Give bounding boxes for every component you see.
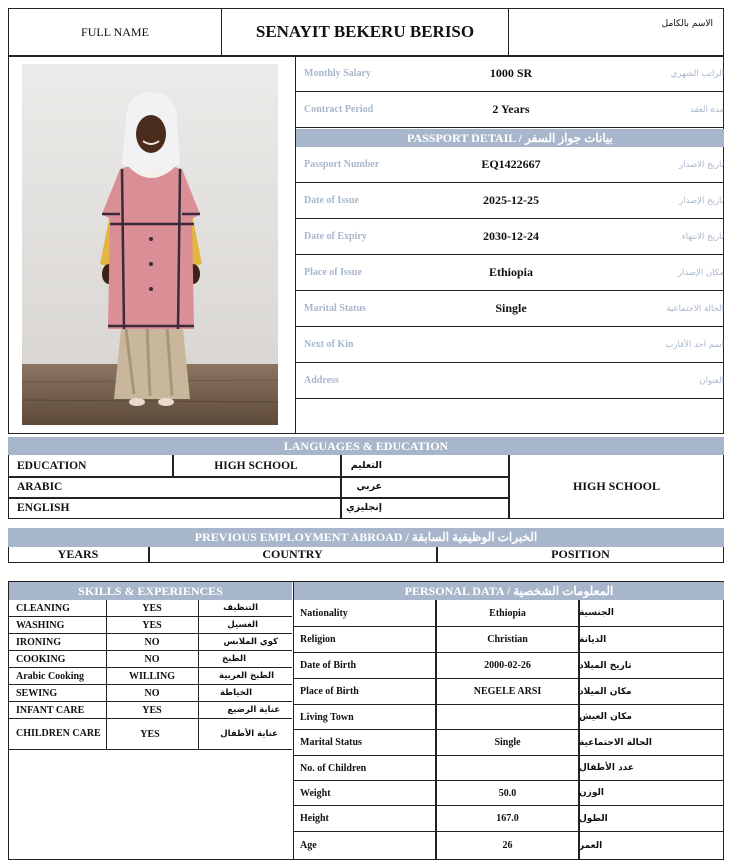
personal-ar: الديانة — [579, 634, 607, 645]
passport-label: Date of Expiry — [304, 231, 367, 242]
contract-row — [296, 56, 724, 92]
skill-row — [9, 651, 292, 668]
employment-col-country: COUNTRY — [262, 547, 323, 561]
passport-value: EQ1422667 — [481, 157, 541, 171]
personal-ar: الحالة الاجتماعية — [579, 737, 652, 748]
personal-row — [294, 627, 724, 653]
skill-label: COOKING — [16, 653, 66, 665]
language-label: ARABIC — [17, 480, 63, 493]
passport-ar: تاريخ الانتهاء — [681, 231, 724, 242]
passport-row — [296, 147, 724, 183]
full-name-value: SENAYIT BEKERU BERISO — [255, 22, 475, 41]
personal-value: Ethiopia — [489, 607, 526, 619]
personal-ar: مكان العيش — [579, 712, 632, 722]
personal-ar: تاريخ الميلاد — [579, 660, 632, 671]
skill-row — [9, 634, 292, 651]
skill-label: CLEANING — [16, 602, 70, 614]
personal-value: 2000-02-26 — [484, 660, 531, 671]
full-name-label-cell — [8, 8, 222, 56]
personal-value: 26 — [502, 840, 513, 851]
personal-label: Place of Birth — [300, 686, 359, 697]
language-value: HIGH SCHOOL — [214, 459, 298, 472]
passport-ar: تاريخ الإصدار — [679, 195, 724, 206]
passport-row — [296, 219, 724, 255]
passport-label: Date of Issue — [304, 195, 359, 206]
employment-col-position: POSITION — [551, 547, 610, 561]
personal-label: Marital Status — [300, 737, 362, 748]
passport-row — [296, 183, 724, 219]
skill-label: Arabic Cooking — [16, 670, 85, 682]
skill-ar: الخياطة — [219, 688, 252, 698]
passport-row — [296, 255, 724, 291]
full-name-ar-cell — [508, 8, 724, 56]
personal-label: Religion — [300, 634, 336, 645]
personal-row — [294, 806, 724, 832]
skill-label: WASHING — [16, 619, 65, 631]
personal-row — [294, 705, 724, 730]
passport-value: 2030-12-24 — [483, 229, 539, 243]
personal-value: 50.0 — [498, 787, 517, 799]
personal-section-header: PERSONAL DATA / المعلومات الشخصية — [294, 582, 724, 600]
skill-ar: كوي الملابس — [223, 637, 278, 647]
skill-ar: الغسيل — [227, 620, 258, 630]
personal-row — [294, 756, 724, 781]
personal-ar: الوزن — [579, 788, 604, 798]
passport-ar: الحالة الاجتماعية — [666, 303, 724, 314]
personal-row — [294, 730, 724, 756]
skill-ar: عناية الرضيع — [227, 705, 280, 715]
employment-col-header — [149, 547, 436, 562]
personal-label: Weight — [300, 787, 331, 799]
personal-row — [294, 653, 724, 679]
personal-ar: الطول — [579, 813, 608, 824]
languages-section-header: LANGUAGES & EDUCATION — [8, 437, 724, 455]
skill-label: INFANT CARE — [16, 704, 85, 716]
skill-row — [9, 617, 292, 634]
skill-row — [9, 702, 292, 719]
language-ar: عربي — [356, 481, 382, 492]
personal-ar: العمر — [579, 840, 603, 851]
personal-value: 167.0 — [496, 813, 519, 824]
passport-ar: مكان الإصدار — [677, 267, 724, 278]
language-row — [8, 497, 508, 518]
full-name-label: FULL NAME — [81, 24, 149, 39]
personal-row — [294, 781, 724, 806]
employment-section-header: PREVIOUS EMPLOYMENT ABROAD / الخبرات الوظيفية السابقة — [8, 528, 724, 547]
passport-label: Passport Number — [304, 159, 380, 170]
contract-label: Monthly Salary — [304, 68, 371, 79]
personal-row — [294, 600, 724, 627]
education-summary-value: HIGH SCHOOL — [572, 479, 661, 493]
personal-row — [294, 832, 724, 859]
skill-row — [9, 719, 292, 750]
language-row — [8, 455, 508, 476]
skill-ar: عناية الأطفال — [220, 729, 278, 739]
skill-ar: الطبخ — [222, 654, 246, 664]
passport-ar: تاريخ الاصدار — [679, 159, 724, 170]
skill-ar: الطبخ العربية — [219, 671, 274, 681]
education-summary — [509, 455, 724, 518]
skill-value: NO — [144, 687, 160, 699]
personal-label: Age — [300, 840, 317, 851]
candidate-photo — [22, 64, 278, 425]
passport-label: Place of Issue — [304, 267, 362, 278]
personal-value: NEGELE ARSI — [473, 686, 542, 697]
passport-row — [296, 363, 724, 399]
skill-row — [9, 685, 292, 702]
skills-section-header: SKILLS & EXPERIENCES — [9, 582, 292, 600]
skill-value: YES — [142, 602, 162, 614]
full-name-cell — [221, 8, 509, 56]
personal-ar: الجنسية — [579, 608, 614, 618]
skill-value: NO — [144, 636, 160, 648]
language-label: EDUCATION — [17, 459, 87, 472]
employment-col-header — [8, 547, 148, 562]
contract-ar: مدة العقد — [690, 104, 724, 115]
personal-label: Date of Birth — [300, 660, 357, 671]
passport-label: Address — [304, 375, 339, 386]
language-label: ENGLISH — [17, 501, 70, 514]
passport-value: Single — [495, 301, 527, 315]
personal-label: No. of Children — [300, 762, 367, 774]
language-ar: إنجليزي — [345, 502, 382, 513]
language-row — [8, 476, 508, 497]
skill-label: IRONING — [16, 636, 62, 648]
passport-label: Next of Kin — [304, 339, 354, 350]
passport-row — [296, 291, 724, 327]
skill-value: YES — [140, 728, 160, 740]
contract-row — [296, 92, 724, 128]
contract-ar: الراتب الشهري — [670, 68, 724, 79]
skill-value: NO — [144, 653, 160, 665]
personal-label: Living Town — [300, 711, 354, 723]
contract-label: Contract Period — [304, 104, 374, 115]
passport-label: Marital Status — [304, 303, 366, 314]
language-ar: التعليم — [350, 460, 382, 471]
personal-value: Single — [494, 737, 521, 748]
skill-row — [9, 668, 292, 685]
full-name-ar: الاسم بالكامل — [661, 19, 713, 29]
passport-ar: اسم احد الأقارب — [665, 339, 724, 350]
passport-row — [296, 327, 724, 363]
personal-ar: عدد الأطفال — [579, 763, 635, 773]
contract-value: 1000 SR — [489, 66, 533, 80]
passport-ar: العنوان — [699, 375, 724, 386]
personal-value: Christian — [487, 634, 528, 645]
personal-ar: مكان الميلاد — [579, 686, 632, 697]
skill-value: WILLING — [128, 670, 176, 682]
passport-section-header: PASSPORT DETAIL / بيانات جواز السفر — [296, 129, 724, 147]
passport-value: 2025-12-25 — [483, 193, 539, 207]
skill-label: CHILDREN CARE — [16, 728, 101, 739]
skill-row — [9, 600, 292, 617]
personal-row — [294, 679, 724, 705]
skill-ar: التنظيف — [223, 603, 258, 613]
personal-label: Height — [300, 813, 329, 824]
skill-value: YES — [142, 704, 162, 716]
passport-value: Ethiopia — [488, 265, 533, 279]
contract-value: 2 Years — [492, 102, 530, 116]
skill-value: YES — [142, 619, 162, 631]
employment-col-header — [437, 547, 724, 562]
skill-label: SEWING — [16, 687, 58, 699]
personal-label: Nationality — [300, 607, 348, 619]
employment-col-years: YEARS — [57, 547, 99, 561]
